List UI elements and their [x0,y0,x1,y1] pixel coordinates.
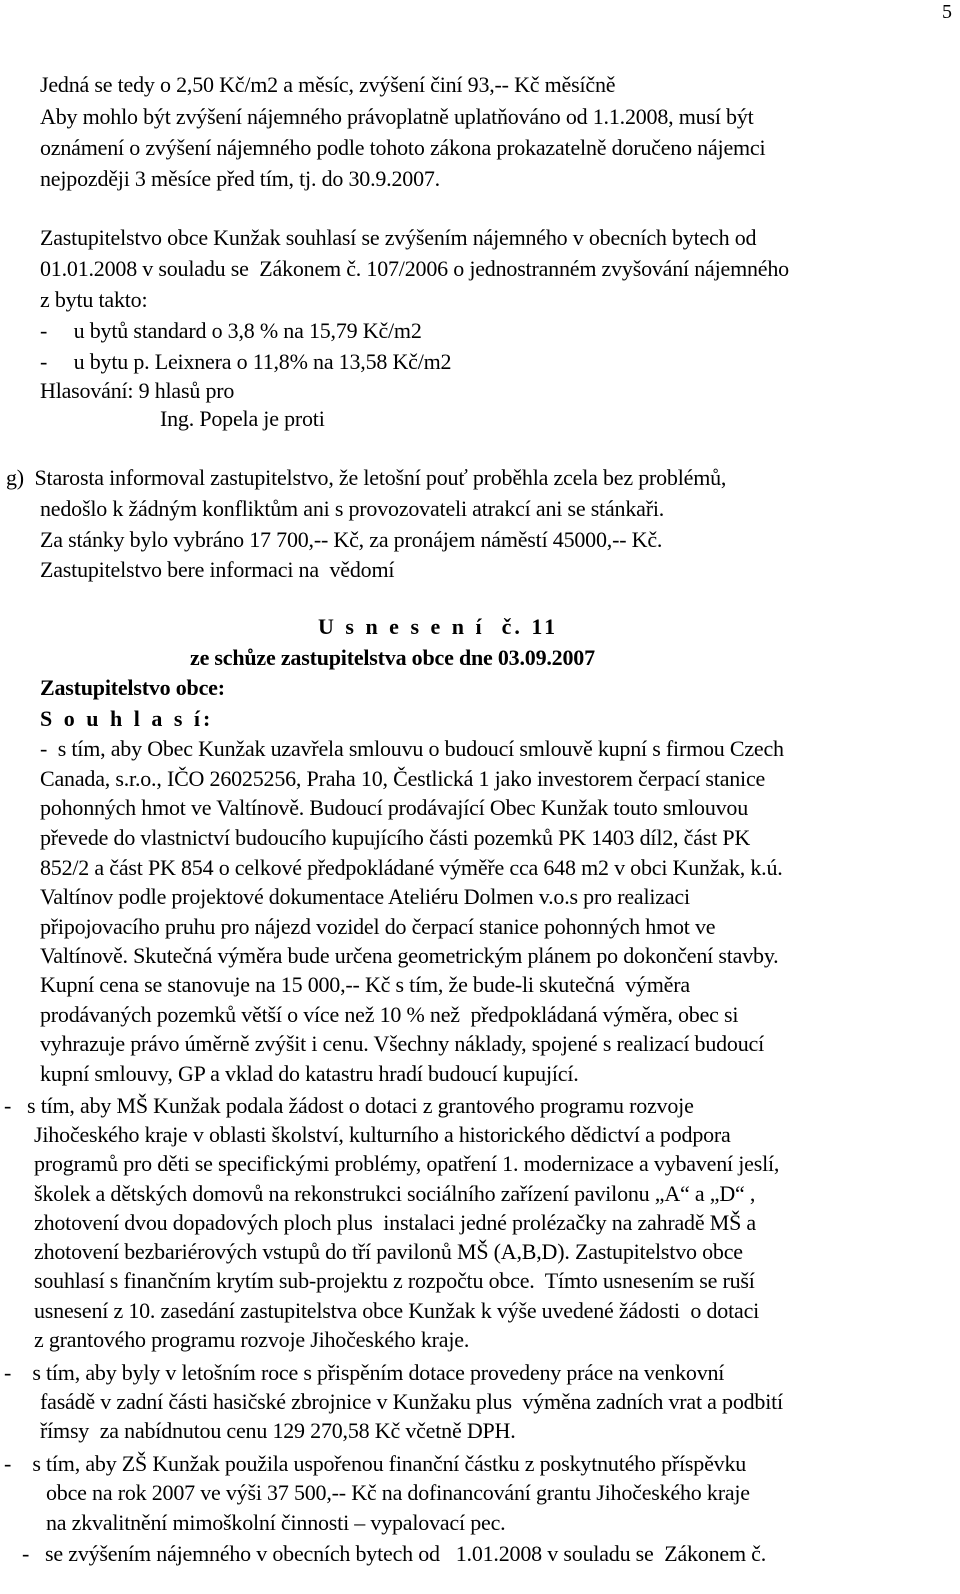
section-heading: S o u h l a s í: [40,706,214,731]
list-item: - s tím, aby MŠ Kunžak podala žádost o dotaci z grantového programu rozvoje [4,1093,694,1118]
text-line: Zastupitelstvo bere informaci na vědomí [40,557,395,582]
text-line: 01.01.2008 v souladu se Zákonem č. 107/2006 o jednostranném zvyšování nájemného [40,256,789,281]
text-line: oznámení o zvýšení nájemného podle tohoto zákona prokazatelně doručeno nájemci [40,135,766,160]
text-line: programů pro děti se specifickými problémy, opatření 1. modernizace a vybavení jeslí, [34,1151,780,1176]
item-g-line: g) Starosta informoval zastupitelstvo, že letošní pouť proběhla zcela bez problémů, [6,465,727,490]
resolution-heading: U s n e s e n í č. 11 [318,614,559,639]
text-line: prodávaných pozemků větší o více než 10 % než předpokládaná výměra, obec si [40,1002,739,1027]
text-line: nedošlo k žádným konfliktům ani s provozovateli atrakcí ani se stánkaři. [40,496,665,521]
text-line: zhotovení dvou dopadových ploch plus instalaci jedné prolézačky na zahradě MŠ a [34,1210,756,1235]
text-line: Valtínov podle projektové dokumentace Ateliéru Dolmen v.o.s pro realizaci [40,884,690,909]
text-line: školek a dětských domovů na rekonstrukci sociálního zařízení pavilonu „A“ a „D“ , [34,1181,756,1206]
text-line: Zastupitelstvo obce Kunžak souhlasí se zvýšením nájemného v obecních bytech od [40,225,757,250]
text-line: připojovacího pruhu pro nájezd vozidel do čerpací stanice pohonných hmot ve [40,914,716,939]
list-item: - u bytů standard o 3,8 % na 15,79 Kč/m2 [40,318,422,343]
section-heading: Zastupitelstvo obce: [40,675,225,700]
text-line: na zkvalitnění mimoškolní činnosti – vypalovací pec. [46,1510,506,1535]
text-line: zhotovení bezbariérových vstupů do tří pavilonů MŠ (A,B,D). Zastupitelstvo obce [34,1239,743,1264]
text-line: z grantového programu rozvoje Jihočeského kraje. [34,1327,470,1352]
list-item: - s tím, aby byly v letošním roce s přispěním dotace provedeny práce na venkovní [4,1360,725,1385]
text-line: usnesení z 10. zasedání zastupitelstva obce Kunžak k výše uvedené žádosti o dotaci [34,1298,760,1323]
text-line: nejpozději 3 měsíce před tím, tj. do 30.9.2007. [40,166,440,191]
list-item: - u bytu p. Leixnera o 11,8% na 13,58 Kč/m2 [40,349,452,374]
text-line: souhlasí s finančním krytím sub-projektu z rozpočtu obce. Tímto usnesením se ruší [34,1268,755,1293]
text-line: Valtínově. Skutečná výměra bude určena geometrickým plánem po dokončení stavby. [40,943,779,968]
list-item: - se zvýšením nájemného v obecních bytech od 1.01.2008 v souladu se Zákonem č. [22,1541,767,1566]
list-item: - s tím, aby ZŠ Kunžak použila uspořenou finanční částku z poskytnutého příspěvku [4,1451,747,1476]
vote-line: Hlasování: 9 hlasů pro [40,378,235,403]
list-item: - s tím, aby Obec Kunžak uzavřela smlouvu o budoucí smlouvě kupní s firmou Czech [40,736,784,761]
text-line: Aby mohlo být zvýšení nájemného právoplatně uplatňováno od 1.1.2008, musí být [40,104,754,129]
text-line: Kupní cena se stanovuje na 15 000,-- Kč s tím, že bude-li skutečná výměra [40,972,690,997]
text-line: Canada, s.r.o., IČO 26025256, Praha 10, Čestlická 1 jako investorem čerpací stanice [40,766,766,791]
text-line: obce na rok 2007 ve výši 37 500,-- Kč na dofinancování grantu Jihočeského kraje [46,1480,750,1505]
text-line: římsy za nabídnutou cenu 129 270,58 Kč včetně DPH. [40,1418,516,1443]
text-line: z bytu takto: [40,287,148,312]
text-line: Za stánky bylo vybráno 17 700,-- Kč, za pronájem náměstí 45000,-- Kč. [40,527,663,552]
text-line: 852/2 a část PK 854 o celkové předpokládané výměře cca 648 m2 v obci Kunžak, k.ú. [40,855,783,880]
text-line: fasádě v zadní části hasičské zbrojnice v Kunžaku plus výměna zadních vrat a podbití [40,1389,783,1414]
text-line: Jihočeského kraje v oblasti školství, kulturního a historického dědictví a podpora [34,1122,731,1147]
text-line: kupní smlouvy, GP a vklad do katastru hradí budoucí kupující. [40,1061,579,1086]
page-number: 5 [942,1,952,23]
resolution-subheading: ze schůze zastupitelstva obce dne 03.09.2007 [190,645,595,670]
text-line: vyhrazuje právo úměrně zvýšit i cenu. Všechny náklady, spojené s realizací budoucí [40,1031,765,1056]
text-line: Jedná se tedy o 2,50 Kč/m2 a měsíc, zvýšení činí 93,-- Kč měsíčně [40,72,616,97]
text-line: pohonných hmot ve Valtínově. Budoucí prodávající Obec Kunžak touto smlouvou [40,795,749,820]
text-line: převede do vlastnictví budoucího kupujícího části pozemků PK 1403 díl2, část PK [40,825,751,850]
vote-line: Ing. Popela je proti [160,406,325,431]
